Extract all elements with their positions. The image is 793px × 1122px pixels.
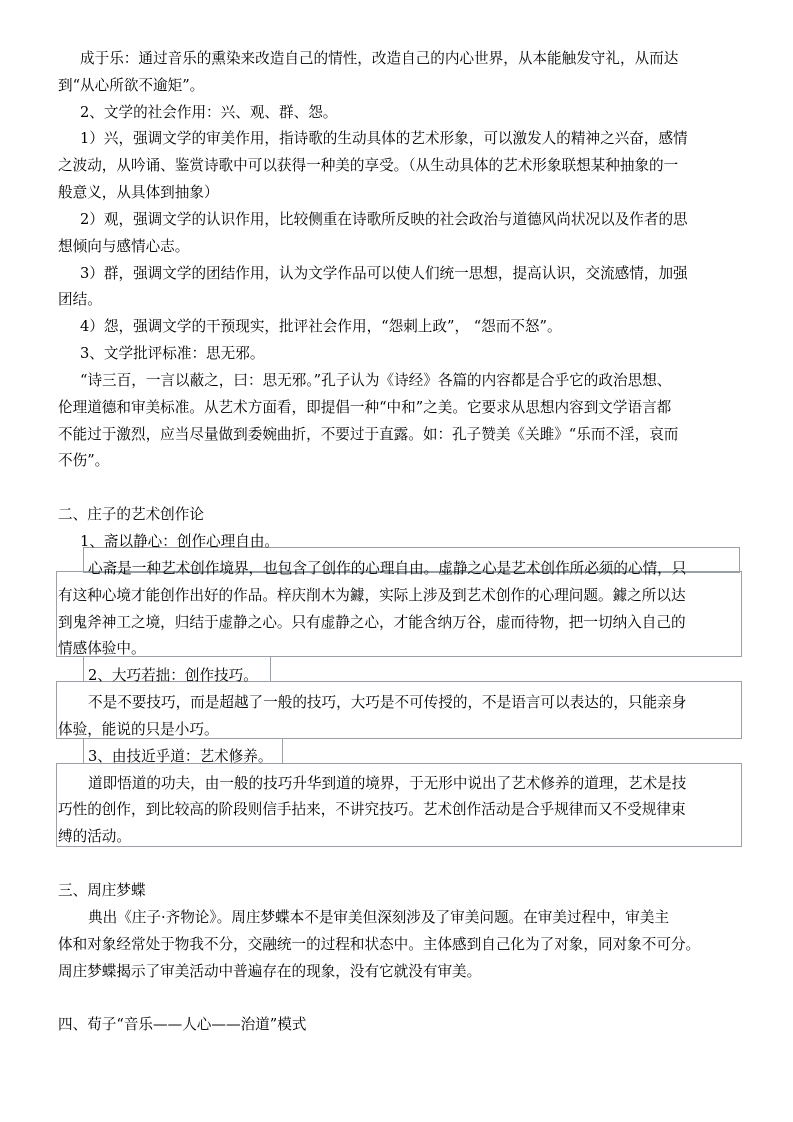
section-heading: 三、周庄梦蝶 [58, 882, 146, 899]
paragraph-line: 周庄梦蝶揭示了审美活动中普遍存在的现象，没有它就没有审美。 [58, 963, 482, 980]
paragraph-line: 有这种心境才能创作出好的作品。梓庆削木为鐻，实际上涉及到艺术创作的心理问题。鐻之所以达 [58, 587, 686, 604]
subheading: 2、文学的社会作用：兴、观、群、怨。 [80, 104, 338, 121]
paragraph-line: 体和对象经常处于物我不分，交融统一的过程和状态中。主体感到自己化为了对象，同对象不可分。 [58, 936, 701, 953]
paragraph-line: 不伤”。 [58, 452, 110, 469]
paragraph-line: “诗三百，一言以蔽之，曰：思无邪。”孔子认为《诗经》各篇的内容都是合乎它的政治思想、 [80, 372, 672, 389]
subheading: 2、大巧若拙：创作技巧。 [88, 667, 258, 684]
paragraph-line: 不能过于激烈，应当尽量做到委婉曲折，不要过于直露。如：孔子赞美《关雎》“乐而不淫，哀而 [58, 426, 679, 443]
paragraph-line: 缚的活动。 [58, 828, 131, 845]
subheading: 1、斋以静心：创作心理自由。 [80, 533, 280, 550]
paragraph-line: 4）怨，强调文学的干预现实，批评社会作用，“怨刺上政”， “怨而不怒”。 [80, 318, 562, 335]
paragraph-line: 巧性的创作，到比较高的阶段则信手拈来，不讲究技巧。艺术创作活动是合乎规律而又不受规律束 [58, 801, 686, 818]
paragraph-line: 典出《庄子·齐物论》。周庄梦蝶本不是审美但深刻涉及了审美问题。在审美过程中，审美主 [88, 909, 670, 926]
subheading: 3、由技近乎道：艺术修养。 [88, 748, 273, 765]
paragraph-line: 伦理道德和审美标准。从艺术方面看，即提倡一种“中和”之美。它要求从思想内容到文学语言都 [58, 399, 672, 416]
paragraph-line: 不是不要技巧，而是超越了一般的技巧，大巧是不可传授的，不是语言可以表达的，只能亲身 [88, 694, 687, 711]
paragraph-line: 1）兴，强调文学的审美作用，指诗歌的生动具体的艺术形象，可以激发人的精神之兴奋，感情 [80, 130, 688, 147]
section-heading: 四、荀子“音乐——人心——治道”模式 [58, 1016, 307, 1033]
section-heading: 二、庄子的艺术创作论 [58, 506, 204, 523]
subheading: 3、文学批评标准：思无邪。 [80, 345, 265, 362]
paragraph-line: 心斋是一种艺术创作境界，也包含了创作的心理自由。虚静之心是艺术创作所必须的心情，只 [88, 560, 687, 577]
paragraph-line: 成于乐：通过音乐的熏染来改造自己的情性，改造自己的内心世界，从本能触发守礼，从而达 [80, 50, 679, 67]
paragraph-line: 般意义，从具体到抽象） [58, 184, 219, 201]
paragraph-line: 想倾向与感情心志。 [58, 238, 190, 255]
paragraph-line: 3）群，强调文学的团结作用，认为文学作品可以使人们统一思想，提高认识，交流感情，加强 [80, 265, 688, 282]
paragraph-line: 道即悟道的功夫，由一般的技巧升华到道的境界，于无形中说出了艺术修养的道理，艺术是技 [88, 775, 687, 792]
paragraph-line: 到鬼斧神工之境，归结于虚静之心。只有虚静之心，才能含纳万谷，虚而待物，把一切纳入自己的 [58, 614, 686, 631]
paragraph-line: 之波动，从吟诵、鉴赏诗歌中可以获得一种美的享受。（从生动具体的艺术形象联想某种抽象的一 [58, 157, 679, 174]
paragraph-line: 2）观，强调文学的认识作用，比较侧重在诗歌所反映的社会政治与道德风尚状况以及作者的思 [80, 211, 688, 228]
paragraph-line: 团结。 [58, 291, 102, 308]
paragraph-line: 到“从心所欲不逾矩”。 [58, 77, 205, 94]
paragraph-line: 情感体验中。 [58, 640, 146, 657]
paragraph-line: 体验，能说的只是小巧。 [58, 721, 219, 738]
